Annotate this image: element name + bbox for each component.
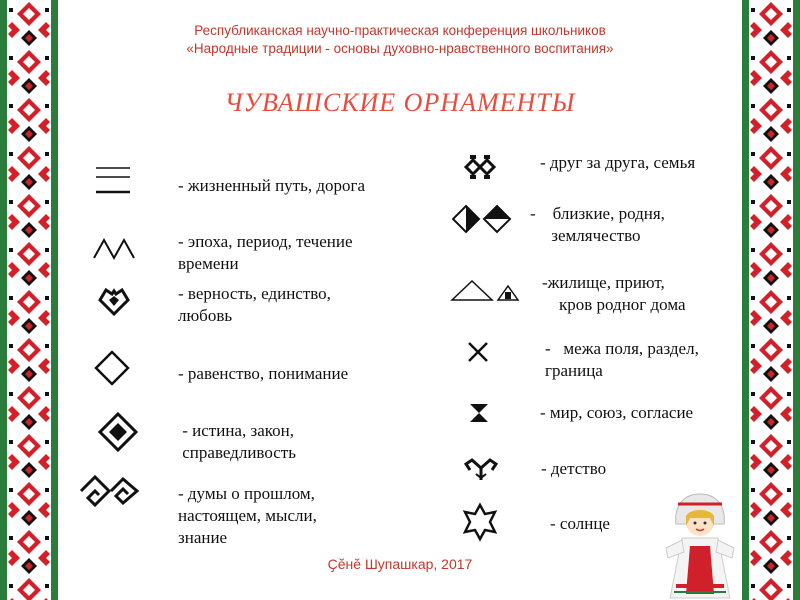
conference-title-line-1: Республиканская научно-практическая конференция школьников <box>194 23 606 38</box>
conference-title-line-2: «Народные традиции - основы духовно-нравственного воспитания» <box>186 41 614 56</box>
rhombus-dot-icon <box>98 412 138 452</box>
right-item-7-text: - солнце <box>550 514 610 533</box>
heart-ornament-icon <box>96 282 132 318</box>
hourglass-icon <box>468 402 490 424</box>
left-item-6-text: - думы о прошлом, настоящем, мысли, знание <box>178 484 317 547</box>
left-item-5-text: - истина, закон, справедливость <box>182 421 296 462</box>
left-item-2-text: - эпоха, период, течение времени <box>178 232 353 273</box>
right-item-1-text: - друг за друга, семья <box>540 153 696 172</box>
tree-icon <box>460 452 502 482</box>
double-line-icon <box>94 166 134 196</box>
right-item-4-text: - межа поля, раздел, граница <box>545 339 699 380</box>
star-icon <box>460 502 500 542</box>
zigzag-icon <box>92 236 136 262</box>
right-item-2-text: - близкие, родня, землячество <box>530 204 665 245</box>
spiral-icon <box>78 474 140 508</box>
left-item-1-text: - жизненный путь, дорога <box>178 176 366 195</box>
right-item-3-text: -жилище, приют, кров родног дома <box>542 273 686 314</box>
page-title: ЧУВАШСКИЕ ОРНАМЕНТЫ <box>224 88 576 117</box>
triangle-house-icon <box>450 278 520 302</box>
rhombus-icon <box>94 350 130 386</box>
chuvash-doll-illustration <box>660 490 740 600</box>
right-item-5-text: - мир, союз, согласие <box>540 403 694 422</box>
cross-icon <box>466 340 490 364</box>
half-rhombus-icon <box>452 204 512 234</box>
left-item-3-text: - верность, единство, любовь <box>178 284 331 325</box>
footer-place-year: Ҫӗнӗ Шупашкар, 2017 <box>327 556 473 572</box>
right-item-6-text: - детство <box>541 459 607 478</box>
left-item-4-text: - равенство, понимание <box>178 364 349 383</box>
knot-icon <box>462 152 498 182</box>
